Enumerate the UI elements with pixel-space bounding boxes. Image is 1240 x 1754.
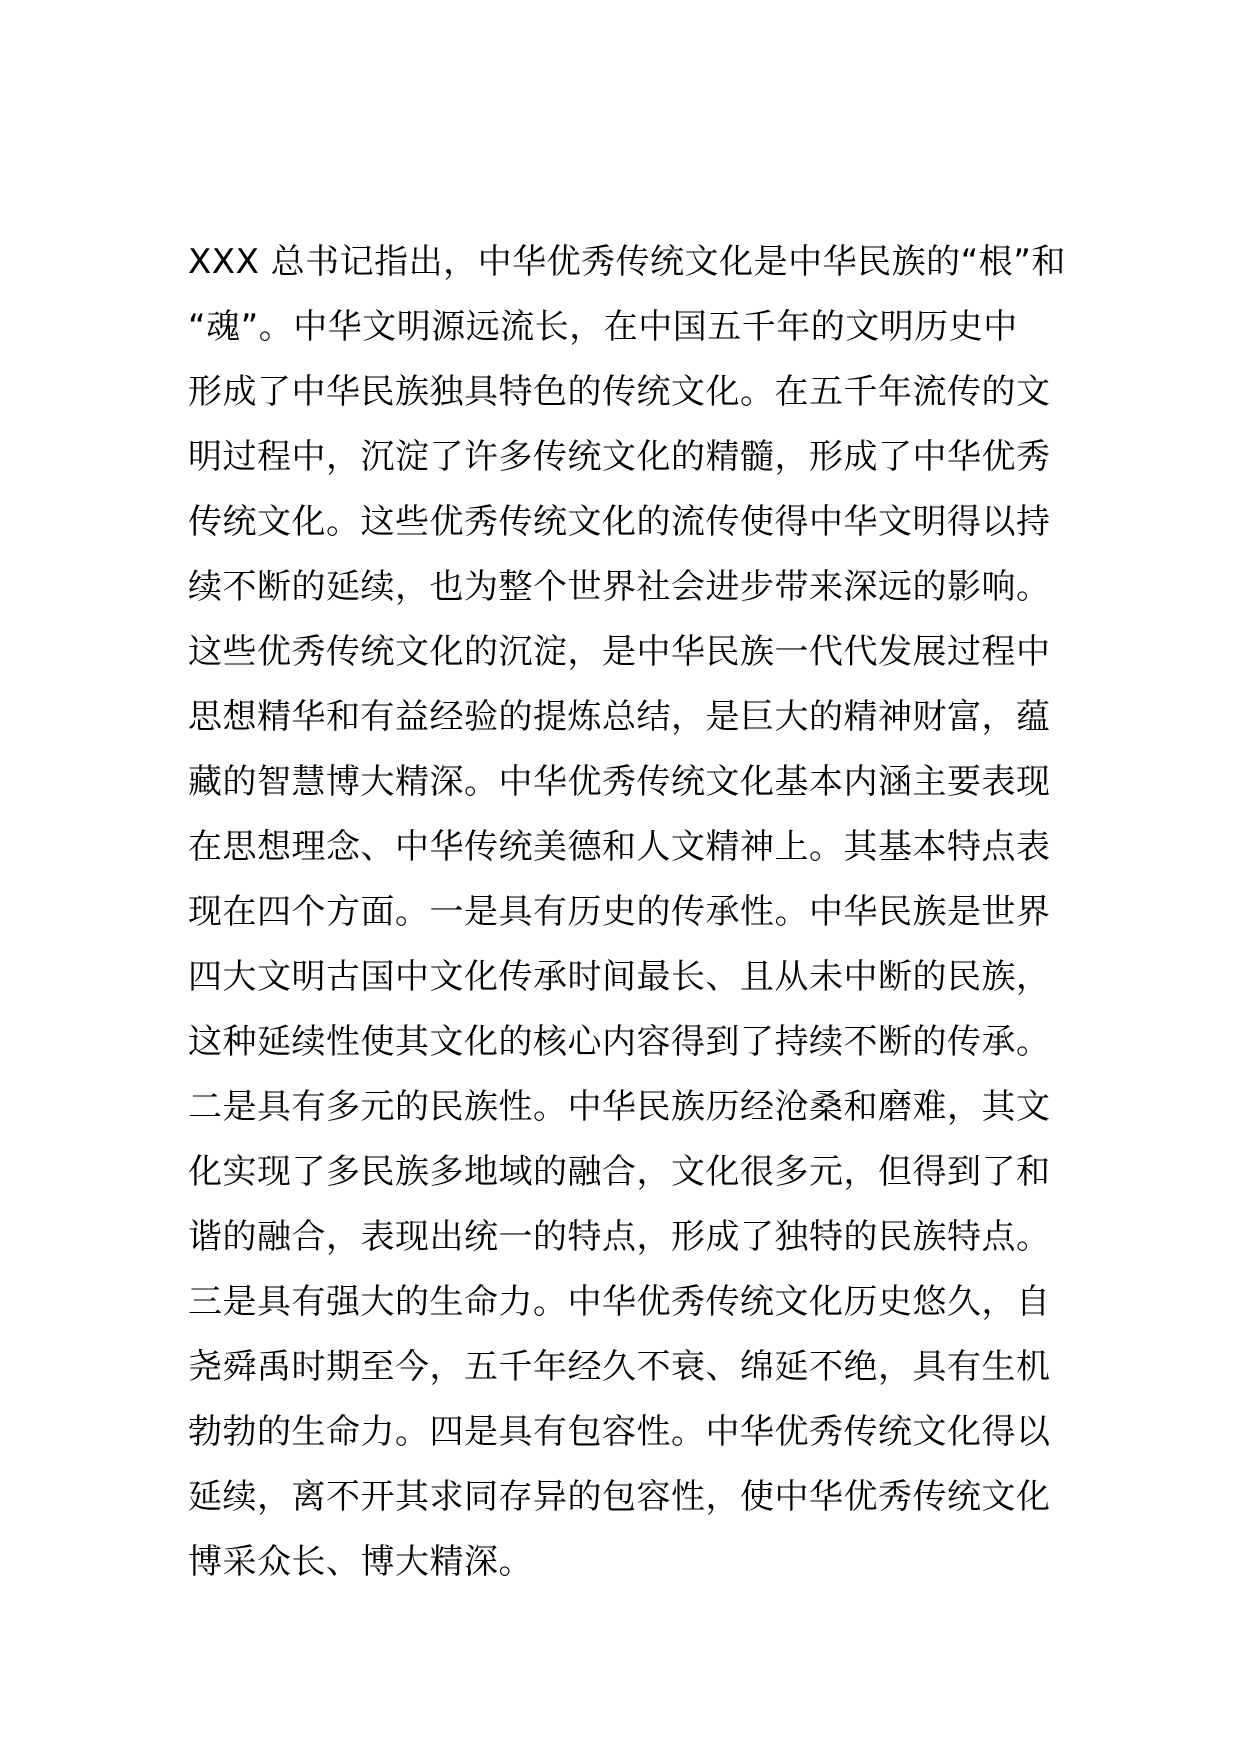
text-line: 藏的智慧博大精深。中华优秀传统文化基本内涵主要表现 [188,762,1051,802]
body-paragraph [188,230,1068,1595]
text-line: 形成了中华民族独具特色的传统文化。在五千年流传的文 [188,372,1051,412]
text-line: 传统文化。这些优秀传统文化的流传使得中华文明得以持 [188,502,1051,542]
text-line: 二是具有多元的民族性。中华民族历经沧桑和磨难，其文 [188,1087,1051,1127]
text-line: 思想精华和有益经验的提炼总结，是巨大的精神财富，蕴 [188,697,1051,737]
text-line: “魂”。中华文明源远流长，在中国五千年的文明历史中 [188,307,1018,347]
text-line: 勃勃的生命力。四是具有包容性。中华优秀传统文化得以 [188,1412,1051,1452]
text-line: 博采众长、博大精深。 [188,1542,533,1582]
text-line: 这种延续性使其文化的核心内容得到了持续不断的传承。 [188,1022,1051,1062]
text-line: 续不断的延续，也为整个世界社会进步带来深远的影响。 [188,567,1051,607]
text-line: 延续，离不开其求同存异的包容性，使中华优秀传统文化 [188,1477,1051,1517]
text-line: XXX 总书记指出，中华优秀传统文化是中华民族的“根”和 [188,242,1066,282]
text-line: 现在四个方面。一是具有历史的传承性。中华民族是世界 [188,892,1051,932]
text-line: 谐的融合，表现出统一的特点，形成了独特的民族特点。 [188,1217,1051,1257]
text-line: 化实现了多民族多地域的融合，文化很多元，但得到了和 [188,1152,1051,1192]
text-line: 三是具有强大的生命力。中华优秀传统文化历史悠久，自 [188,1282,1051,1322]
text-line: 明过程中，沉淀了许多传统文化的精髓，形成了中华优秀 [188,437,1051,477]
text-line: 在思想理念、中华传统美德和人文精神上。其基本特点表 [188,827,1051,867]
text-line: 这些优秀传统文化的沉淀，是中华民族一代代发展过程中 [188,632,1051,672]
text-line: 尧舜禹时期至今，五千年经久不衰、绵延不绝，具有生机 [188,1347,1051,1387]
text-line: 四大文明古国中文化传承时间最长、且从未中断的民族， [188,957,1051,997]
